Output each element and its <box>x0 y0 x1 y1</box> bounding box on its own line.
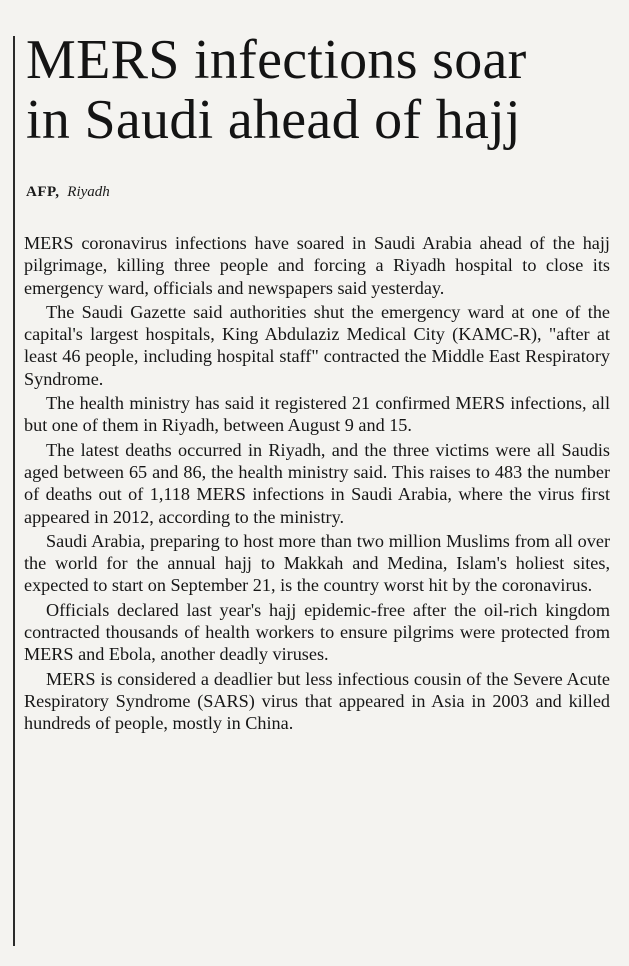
paragraph-6: Officials declared last year's hajj epidemic-free after the oil-rich kingdom contracted thousands of health workers to ensure pilgrims were protected from MERS and Ebola, another deadly viruses. <box>24 599 610 665</box>
paragraph-1: MERS coronavirus infections have soared in Saudi Arabia ahead of the hajj pilgrimage, killing three people and forcing a Riyadh hospital to close its emergency ward, officials and newspapers said yesterday. <box>24 233 610 298</box>
byline-location: Riyadh <box>67 184 110 200</box>
paragraph-5: Saudi Arabia, preparing to host more than two million Muslims from all over the world for the annual hajj to Makkah and Medina, Islam's holiest sites, expected to start on September 21, is the country worst hit by the coronavirus. <box>24 530 610 596</box>
paragraph-7: MERS is considered a deadlier but less infectious cousin of the Severe Acute Respiratory Syndrome (SARS) virus that appeared in Asia in 2003 and killed hundreds of people, mostly in China. <box>24 668 610 734</box>
paragraph-2: The Saudi Gazette said authorities shut the emergency ward at one of the capital's largest hospitals, King Abdulaziz Medical City (KAMC-R), "after at least 46 people, including hospital staff" contracted the Middle East Respiratory Syndrome. <box>24 301 610 389</box>
byline <box>26 183 606 201</box>
byline-agency: AFP, <box>26 184 60 200</box>
headline-line-2: in Saudi ahead of hajj <box>26 89 521 151</box>
headline-line-1: MERS infections soar <box>26 29 527 91</box>
paragraph-3: The health ministry has said it registered 21 confirmed MERS infections, all but one of them in Riyadh, between August 9 and 15. <box>24 393 610 436</box>
headline <box>26 30 616 150</box>
article-body <box>24 232 610 737</box>
paragraph-4: The latest deaths occurred in Riyadh, and the three victims were all Saudis aged between 65 and 86, the health ministry said. This raises to 483 the number of deaths out of 1,118 MERS infections in Saudi Arabia, where the virus first appeared in 2012, according to the ministry. <box>24 439 610 527</box>
column-rule <box>13 36 15 946</box>
